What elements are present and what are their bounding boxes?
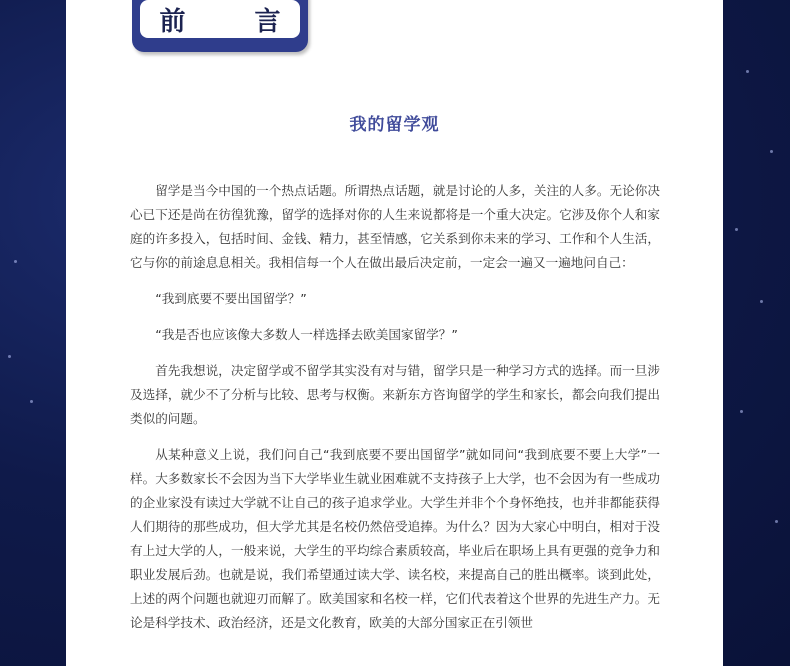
star-decoration xyxy=(760,300,763,303)
article-subtitle: 我的留学观 xyxy=(349,115,440,135)
star-decoration xyxy=(770,150,773,153)
quote-paragraph: “我是否也应该像大多数人一样选择去欧美国家留学？” xyxy=(155,327,458,342)
star-decoration xyxy=(14,260,17,263)
star-decoration xyxy=(775,520,778,523)
star-decoration xyxy=(30,400,33,403)
star-decoration xyxy=(8,355,11,358)
star-decoration xyxy=(740,410,743,413)
document-page xyxy=(66,0,723,666)
paragraph: 首先我想说，决定留学或不留学其实没有对与错，留学只是一种学习方式的选择。而一旦涉及选择，就少不了分析与比较、思考与权衡。来新东方咨询留学的学生和家长，都会向我们提出类似的问题。 xyxy=(130,363,660,426)
star-decoration xyxy=(746,70,749,73)
title-tab xyxy=(132,0,311,52)
article-body xyxy=(130,179,660,647)
title-box xyxy=(140,0,311,38)
paragraph: 留学是当今中国的一个热点话题。所谓热点话题，就是讨论的人多，关注的人多。无论你决心已下还是尚在彷徨犹豫，留学的选择对你的人生来说都将是一个重大决定。它涉及你个人和家庭的许多投入，包括时间、金钱、精力，甚至情感，它关系到你未来的学习、工作和个人生活，它与你的前途息息相关。我相信每一个人在做出最后决定前，一定会一遍又一遍地问自己： xyxy=(130,183,660,270)
paragraph: 从某种意义上说，我们问自己“我到底要不要出国留学”就如同问“我到底要不要上大学”一样。大多数家长不会因为当下大学毕业生就业困难就不支持孩子上大学，也不会因为有一些成功的企业家没有读过大学就不让自己的孩子追求学业。大学生并非个个身怀绝技，也并非都能获得人们期待的那些成功，但大学尤其是名校仍然倍受追捧。为什么？因为大家心中明白，相对于没有上过大学的人，一般来说，大学生的平均综合素质较高，毕业后在职场上具有更强的竞争力和职业发展后劲。也就是说，我们希望通过读大学、读名校，来提高自己的胜出概率。谈到此处，上述的两个问题也就迎刃而解了。欧美国家和名校一样，它们代表着这个世界的先进生产力。无论是科学技术、政治经济，还是文化教育，欧美的大部分国家正在引领世 xyxy=(130,447,660,630)
page-title: 前 言 xyxy=(159,6,311,37)
quote-paragraph: “我到底要不要出国留学？” xyxy=(155,291,307,306)
star-decoration xyxy=(735,228,738,231)
